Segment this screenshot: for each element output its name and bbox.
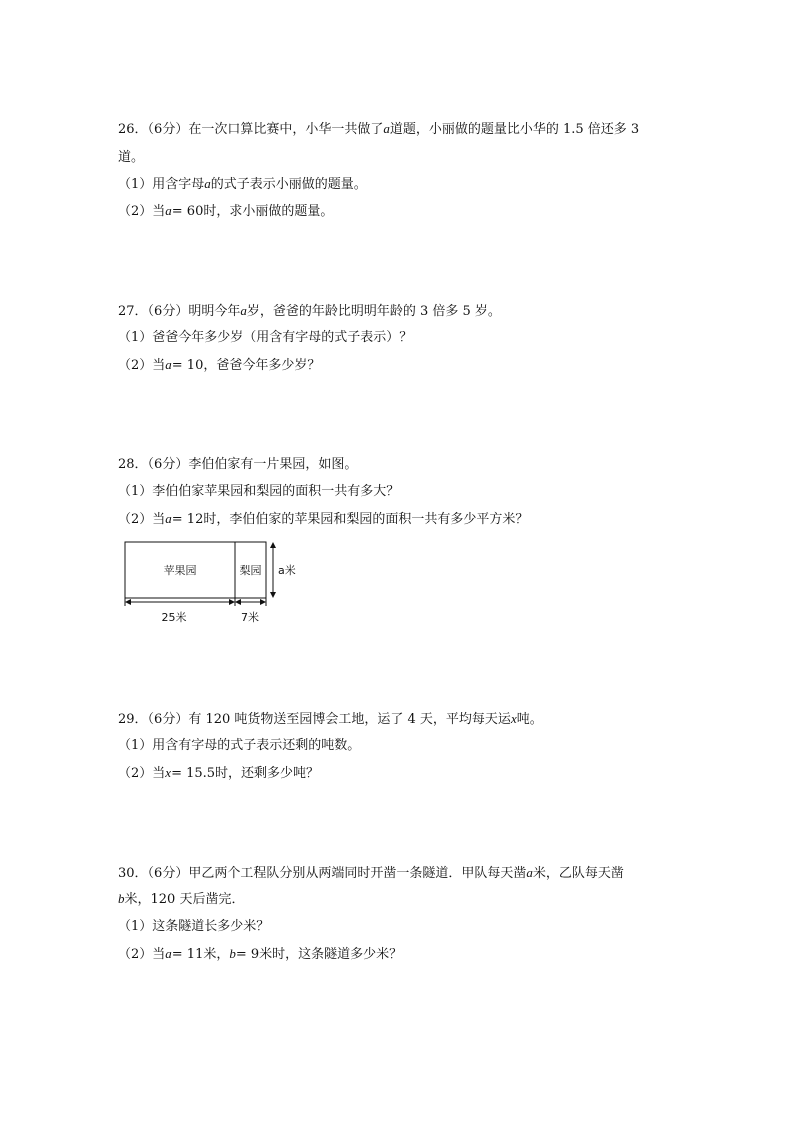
width1-label: 25米 xyxy=(161,611,187,624)
width1-arrow-left-icon xyxy=(125,599,131,605)
width2-arrow-right-icon xyxy=(260,599,266,605)
q28-part2-var: a xyxy=(165,511,172,526)
width2-label: 7米 xyxy=(241,611,259,624)
q26-part2-text-cont: = 60时，求小丽做的题量。 xyxy=(171,204,334,219)
q29-part2-text-cont: = 15.5时，还剩多少吨？ xyxy=(171,766,320,781)
q27-part2-text: （2）当 xyxy=(118,358,166,373)
q30-part2-text: （2）当 xyxy=(118,947,166,962)
q28-part2-text-cont: = 12时，李伯伯家的苹果园和梨园的面积一共有多少平方米？ xyxy=(171,512,529,527)
apple-orchard-label: 苹果园 xyxy=(163,564,197,577)
q30-stem-text: 30．（6分）甲乙两个工程队分别从两端同时开凿一条隧道．甲队每天凿 xyxy=(118,866,527,881)
q30-stem-line1 xyxy=(118,864,624,883)
q27-stem xyxy=(118,302,501,321)
q26-part2 xyxy=(118,202,333,221)
q30-stem-text-cont: 米，乙队每天凿 xyxy=(532,866,624,881)
q30-part1: （1）这条隧道长多少米？ xyxy=(118,919,270,934)
q27-part1: （1）爸爸今年多少岁（用含有字母的式子表示）？ xyxy=(118,330,413,345)
q28-part2 xyxy=(118,510,528,529)
q26-stem-line2: 道。 xyxy=(118,150,145,165)
q30-stem-line2-text: 米，120 天后凿完． xyxy=(124,892,245,907)
q29-part1: （1）用含有字母的式子表示还剩的吨数。 xyxy=(118,738,361,753)
q29-stem xyxy=(118,710,543,729)
q27-part2 xyxy=(118,356,320,375)
width1-arrow-right-icon xyxy=(229,599,235,605)
q26-part1-var: a xyxy=(204,176,211,191)
q30-var-b: b xyxy=(118,891,125,906)
q26-stem-text: 26．（6分）在一次口算比赛中，小华一共做了 xyxy=(118,122,384,137)
q26-part2-text: （2）当 xyxy=(118,204,166,219)
q29-stem-text: 29．（6分）有 120 吨货物送至园博会工地，运了 4 天，平均每天运 xyxy=(118,712,511,727)
q28-stem: 28．（6分）李伯伯家有一片果园，如图。 xyxy=(118,457,358,472)
q27-stem-text: 27．（6分）明明今年 xyxy=(118,304,241,319)
q27-part2-var: a xyxy=(165,357,172,372)
width2-arrow-left-icon xyxy=(235,599,241,605)
height-arrow-up-icon xyxy=(270,542,276,548)
q26-stem-text-cont: 道题，小丽做的题量比小华的 1.5 倍还多 3 xyxy=(389,122,640,137)
q26-part1-text: （1）用含字母 xyxy=(118,177,205,192)
q29-part2-text: （2）当 xyxy=(118,766,166,781)
q30-part2-text-end: = 9米时，这条隧道多少米？ xyxy=(235,947,403,962)
q26-stem-line1 xyxy=(118,120,639,139)
q29-part2-var: x xyxy=(165,765,172,780)
q29-var-x: x xyxy=(510,711,517,726)
q30-var-a: a xyxy=(526,865,533,880)
height-arrow-down-icon xyxy=(270,592,276,598)
q30-part2-var-b: b xyxy=(229,946,236,961)
q26-part1 xyxy=(118,175,367,194)
q27-var-a: a xyxy=(240,303,247,318)
orchard-diagram xyxy=(118,534,318,630)
q29-stem-text-cont: 吨。 xyxy=(516,712,543,727)
pear-orchard-label: 梨园 xyxy=(239,564,262,577)
q27-part2-text-cont: = 10，爸爸今年多少岁？ xyxy=(171,358,321,373)
height-label: a米 xyxy=(278,564,296,577)
q28-part1: （1）李伯伯家苹果园和梨园的面积一共有多大？ xyxy=(118,484,400,499)
q27-stem-text-cont: 岁，爸爸的年龄比明明年龄的 3 倍多 5 岁。 xyxy=(246,304,501,319)
q28-part2-text: （2）当 xyxy=(118,512,166,527)
q26-var-a: a xyxy=(383,121,390,136)
q26-part1-text-cont: 的式子表示小丽做的题量。 xyxy=(210,177,367,192)
q29-part2 xyxy=(118,764,319,783)
orchard-svg xyxy=(118,534,318,630)
q30-stem-line2 xyxy=(118,890,244,909)
q30-part2 xyxy=(118,945,402,964)
q30-part2-text-mid: = 11米， xyxy=(171,947,230,962)
q30-part2-var-a: a xyxy=(165,946,172,961)
q26-part2-var: a xyxy=(165,203,172,218)
